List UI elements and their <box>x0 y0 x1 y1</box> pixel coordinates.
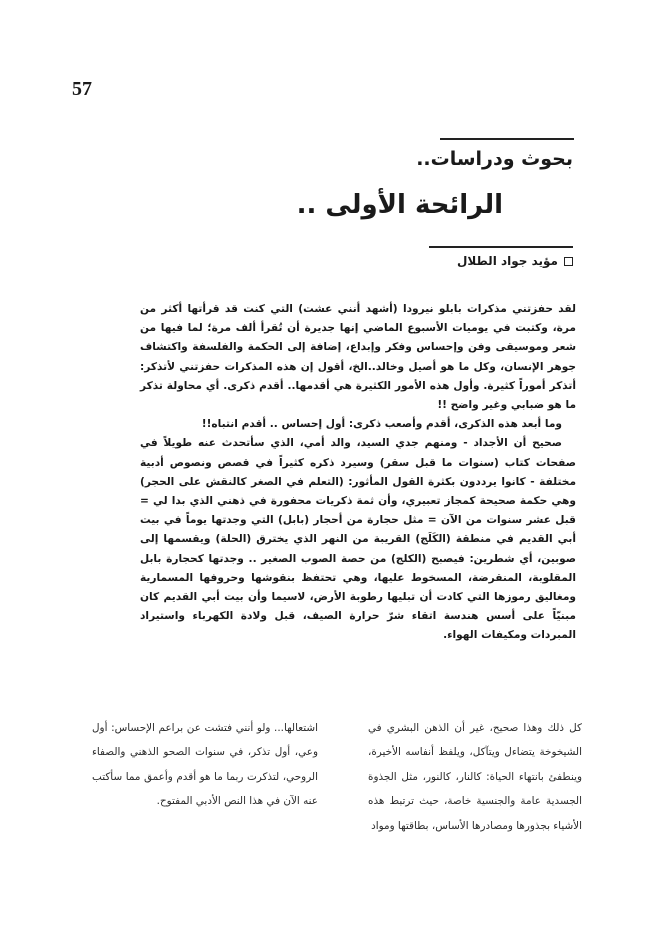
paragraph: اشتعالها... ولو أنني فتشت عن براعم الإحساس: أول وعي، أول تذكر، في سنوات الصحو الذهني والصفاء الروحي، لتذكرت ربما ما هو أقدم وأعمق مما سأكتب عنه الآن في هذا النص الأدبي المفتوح. <box>92 722 318 808</box>
paragraph: وما أبعد هذه الذكرى، أقدم وأصعب ذكرى: أول إحساس .. أقدم انتباه!! <box>201 418 562 431</box>
text-column-left <box>92 716 318 814</box>
paragraph: لقد حفزتني مذكرات بابلو نيرودا (أشهد أنني عشت) التي كنت قد قرأتها أكثر من مرة، وكتبت في يوميات الأسبوع الماضي إنها جديرة أن تُقرأ ألف مرة؛ لما فيها من شعر وموسيقى وفن وإحساس وفكر وإبداع، إضافة إلى الحكمة والفلسفة واكتشاف جوهر الإنسان، وكل ما هو أصيل وخالد..الخ، أقول إن هذه المذكرات حفزتني لأتذكر: أتذكر أموراً كثيرة. وأول هذه الأمور الكثيرة هي أقدمها.. أقدم ذكرى. أي محاولة تذكر ما هو ضبابي وغير واضح !! <box>140 303 576 412</box>
author-name: مؤيد جواد الطلال <box>456 254 558 268</box>
text-column-right <box>368 716 582 838</box>
square-bullet-icon <box>564 257 573 266</box>
paragraph: كل ذلك وهذا صحيح، غير أن الذهن البشري في الشيخوخة يتضاءل ويتآكل، ويلفظ أنفاسه الأخيرة، وينطفئ بانتهاء الحياة: كالنار، كالنور، مثل الجذوة الجسدية عامة والجنسية خاصة، حيث ترتبط هذه الأشياء بجذورها ومصادرها الأساس، بطاقتها ومواد <box>368 722 582 832</box>
section-divider <box>440 138 574 140</box>
article-body <box>140 300 576 646</box>
article-title: الرائحة الأولى .. <box>296 190 503 220</box>
page-number: 57 <box>72 78 92 100</box>
paragraph: صحيح أن الأجداد - ومنهم جدي السيد، والد أمي، الذي سأتحدث عنه طويلاً في صفحات كتاب (سنوات ما قبل سقر) وسيرد ذكره كثيراً في قصص ونصوص أدبية مختلفة - كانوا يرددون بكثرة القول المأثور: (التعلم في الصغر كالنقش على الحجر) وهي حكمة صحيحة كمجاز تعبيري، وأن ثمة ذكريات محفورة في ذهني الذي بدا لي = قبل عشر سنوات من الآن = مثل حجارة من أحجار (بابل) التي وجدتها يوماً في بيت أبي القديم في منطقة (الكَلَج) القريبة من النهر الذي يخترق (الحلة) ويقسمها إلى صوبين، أي شطرين: فيصبح (الكلج) من حصة الصوب الصغير .. وجدتها كحجارة بابل المقلوبة، المنقرضة، المسخوط عليها، وهي تحتفظ بنقوشها وحروفها المسمارية ومغاليق رموزها التي كادت أن تبليها رطوبة الأرض، لاسيما وأن بيت أبي القديم كان مبنيّاً على أسس هندسة اتقاء شرّ حرارة الصيف، قبل ولادة الكهرباء واستيراد المبردات ومكيفات الهواء. <box>140 437 576 642</box>
section-title: بحوث ودراسات.. <box>416 148 573 170</box>
author-byline <box>429 246 573 268</box>
